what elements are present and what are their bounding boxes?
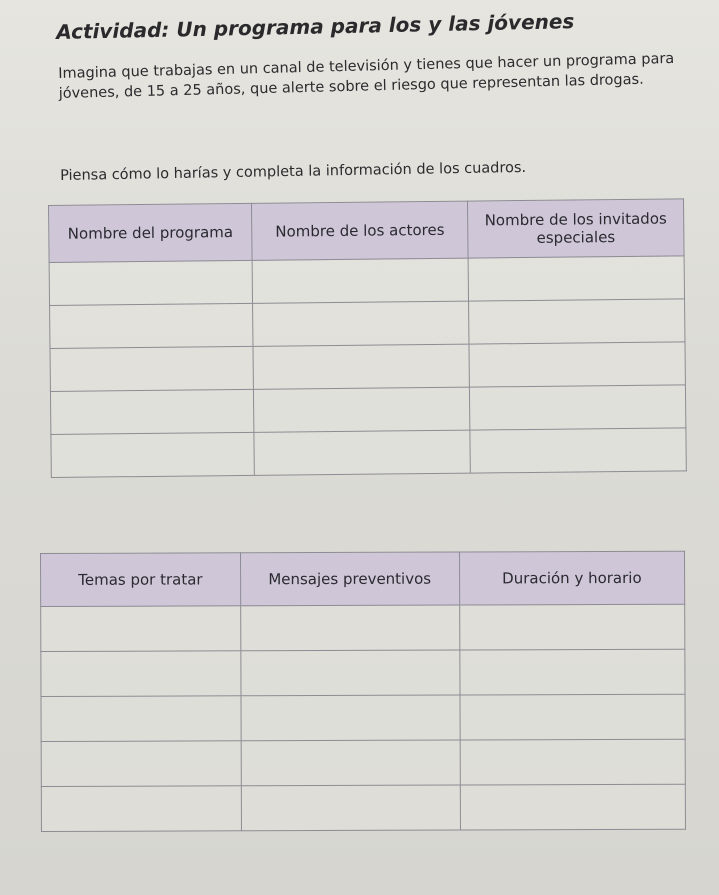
activity-instruction: Piensa cómo lo harías y completa la información de los cuadros. xyxy=(60,159,527,184)
table-cell[interactable] xyxy=(50,303,254,348)
table-row xyxy=(51,428,686,478)
table-row xyxy=(41,739,685,786)
table-cell[interactable] xyxy=(460,694,686,740)
table-row xyxy=(41,649,685,696)
table-cell[interactable] xyxy=(49,260,253,305)
table-header-row xyxy=(41,551,685,606)
table-cell[interactable] xyxy=(253,344,469,389)
table-cell[interactable] xyxy=(470,428,686,473)
table-cell[interactable] xyxy=(240,605,459,651)
header-topics: Temas por tratar xyxy=(41,553,241,607)
table-row xyxy=(41,604,685,651)
table-row xyxy=(41,694,685,741)
table-cell[interactable] xyxy=(254,430,470,475)
activity-intro: Imagina que trabajas en un canal de televisión y tienes que hacer un programa para jóvenes, de 15 a 25 años, que alerte sobre el riesgo que representan las drogas. xyxy=(58,50,675,102)
table-header-row xyxy=(49,199,685,263)
table-cell[interactable] xyxy=(41,696,241,742)
table-cell[interactable] xyxy=(459,649,685,695)
table-cell[interactable] xyxy=(253,301,469,346)
table-row xyxy=(50,342,685,392)
header-special-guests: Nombre de los invitados especiales xyxy=(468,199,685,258)
table-row xyxy=(50,385,685,435)
table-row xyxy=(41,784,685,831)
header-duration-schedule: Duración y horario xyxy=(459,551,685,605)
table-cell[interactable] xyxy=(460,784,686,830)
activity-title: Actividad: Un programa para los y las jóvenes xyxy=(56,9,575,44)
table-cell[interactable] xyxy=(241,695,460,741)
table-cell[interactable] xyxy=(41,606,241,652)
table-cell[interactable] xyxy=(469,299,685,344)
table-row xyxy=(50,299,685,349)
table-cell[interactable] xyxy=(468,256,684,301)
table-cell[interactable] xyxy=(51,432,255,477)
program-info-table xyxy=(48,198,687,478)
table-cell[interactable] xyxy=(252,258,468,303)
table-cell[interactable] xyxy=(469,342,685,387)
table-cell[interactable] xyxy=(50,389,254,434)
table-row xyxy=(49,256,684,306)
table-cell[interactable] xyxy=(41,741,241,787)
table-cell[interactable] xyxy=(470,385,686,430)
header-program-name: Nombre del programa xyxy=(49,203,253,262)
table-cell[interactable] xyxy=(41,651,241,697)
table-cell[interactable] xyxy=(240,650,459,696)
table-cell[interactable] xyxy=(460,739,686,785)
table-cell[interactable] xyxy=(254,387,470,432)
table-cell[interactable] xyxy=(241,740,460,786)
table-cell[interactable] xyxy=(50,346,254,391)
table-cell[interactable] xyxy=(41,786,241,832)
header-actors: Nombre de los actores xyxy=(252,201,468,260)
table-cell[interactable] xyxy=(459,604,685,650)
program-content-table xyxy=(40,551,686,832)
header-preventive-messages: Mensajes preventivos xyxy=(240,552,459,606)
table-cell[interactable] xyxy=(241,785,460,831)
